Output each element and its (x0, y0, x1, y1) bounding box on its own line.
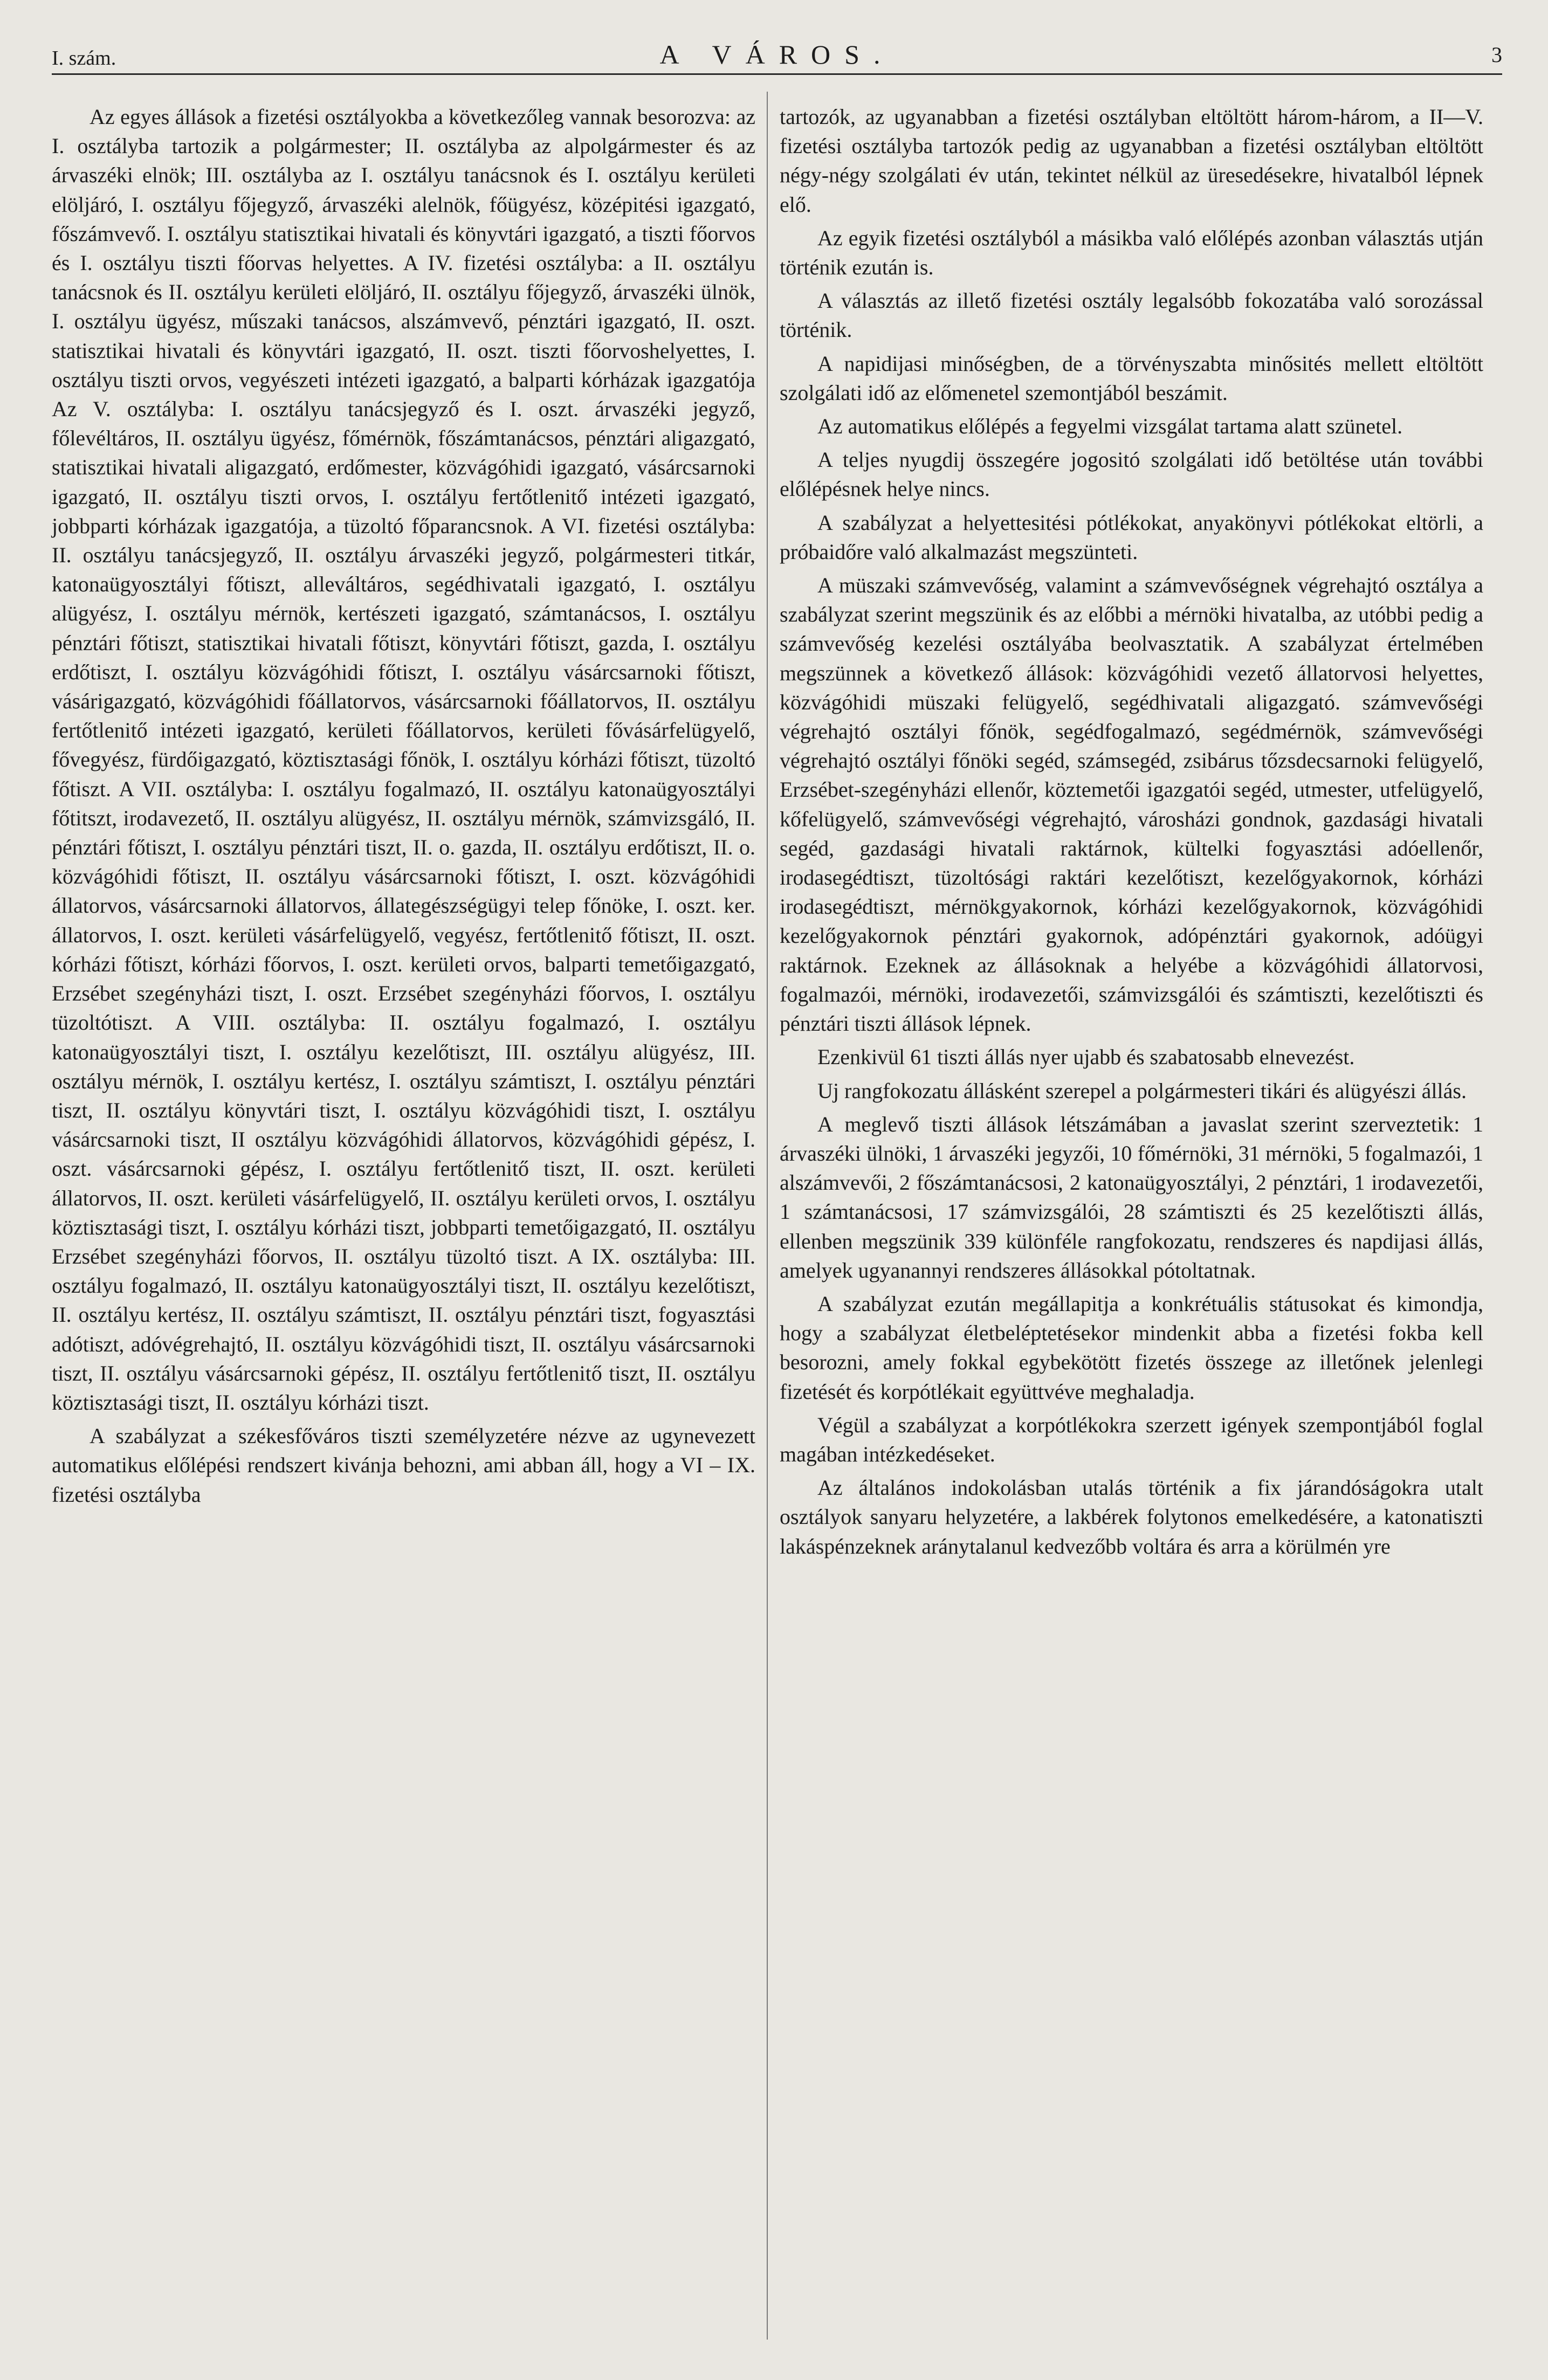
paragraph: A szabályzat a helyettesitési pótlékokat, anyakönyvi pótlékokat eltörli, a próbaidőre való alkalmazást megszünteti. (780, 510, 1483, 564)
paragraph: A meglevő tiszti állások létszámában a javaslat szerint szerveztetik: 1 árvaszéki ülnöki, 1 árvaszéki jegyzői, 10 főmérnöki, 31 mérnöki, 5 fogalmazói, 1 alszámvevői, 2 főszámtanácsosi, 2 katonaügyosztályi, 2 pénztári, 1 irodavezetői, 1 számtanácsosi, 17 számvizsgálói, 28 számtiszti és 25 kezelőtiszti állás, ellenben megszünik 339 különféle rangfokozatu, rendszeres és napdijasi állás, amelyek ugyanannyi rendszeres állásokkal pótoltatnak. (780, 1112, 1483, 1282)
paragraph: A választás az illető fizetési osztály legalsóbb fokozatába való sorozással történik. (780, 288, 1483, 342)
page-number: 3 (1491, 43, 1502, 67)
right-column (780, 102, 1483, 1565)
paragraph: Ezenkivül 61 tiszti állás nyer ujabb és szabatosabb elnevezést. (817, 1045, 1355, 1070)
left-column (52, 102, 755, 1514)
newspaper-title: A VÁROS. (659, 39, 895, 70)
paragraph: Az általános indokolásban utalás történik a fix járandóságokra utalt osztályok sanyaru helyzetére, a lakbérek folytonos emelkedésére, a katonatiszti lakáspénzeknek aránytalanul kedvezőbb voltára és arra a körülmén yre (780, 1475, 1483, 1558)
paragraph: A napidijasi minőségben, de a törvényszabta minősités mellett eltöltött szolgálati idő az előmenetel szemontjából beszámit. (780, 351, 1483, 405)
paragraph: Az egyes állások a fizetési osztályokba a következőleg vannak besorozva: az I. osztályba tartozik a polgármester; II. osztályba az alpolgármester és az árvaszéki elnök; III. osztályba az I. osztályu tanácsnok és I. osztályu kerületi elöljáró, I. osztályu főjegyző, árvaszéki alelnök, főügyész, középitési igazgató, főszámvevő. I. osztályu statisztikai hivatali és könyvtári igazgató, a tiszti főorvos és I. osztályu tiszti főorvas helyettes. A IV. fizetési osztályba: a II. osztályu tanácsnok és II. osztályu kerületi elöljáró, II. osztályu főjegyző, árvaszéki ülnök, I. osztályu ügyész, műszaki tanácsos, alszámvevő, pénztári igazgató, II. oszt. statisztikai hivatali és könyvtári igazgató, II. oszt. tiszti főorvoshelyettes, I. osztályu tiszti orvos, vegyészeti intézeti igazgató, a balparti kórházak igazgatója Az V. osztályba: I. osztályu tanácsjegyző és I. oszt. árvaszéki jegyző, főlevéltáros, II. osztályu ügyész, főmérnök, főszámtanácsos, pénztári aligazgató, statisztikai hivatali aligazgató, erdőmester, közvágóhidi igazgató, vásárcsarnoki igazgató, II. osztályu tiszti orvos, I. osztályu fertőtlenitő intézeti igazgató, jobbparti kórházak igazgatója, a tüzoltó főparancsnok. A VI. fizetési osztályba: II. osztályu tanácsjegyző, II. osztályu árvaszéki jegyző, polgármesteri titkár, katonaügyosztályi főtiszt, alleváltáros, segédhivatali igazgató, I. osztályu alügyész, I. osztályu mérnök, kertészeti igazgató, számtanácsos, I. osztályu pénztári főtiszt, statisztikai hivatali főtiszt, könyvtári főtiszt, gazda, I. osztályu erdőtiszt, I. osztályu közvágóhidi főtiszt, I. osztályu vásárcsarnoki főtiszt, vásárigazgató, közvágóhidi főállatorvos, vásárcsarnoki főállatorvos, II. osztályu fertőtlenitő intézeti igazgató, kerületi főállatorvos, kerületi fővásárfelügyelő, fővegyész, fürdőigazgató, köztisztasági főnök, I. osztályu kórházi főtiszt, tüzoltó főtiszt. A VII. osztályba: I. osztályu fogalmazó, II. osztályu katonaügyosztályi főtitszt, irodavezető, II. osztályu alügyész, II. osztályu mérnök, számvizsgáló, II. pénztári főtiszt, I. osztályu pénztári tiszt, II. o. gazda, II. osztályu erdőtiszt, II. o. közvágóhidi főtiszt, II. osztályu vásárcsarnoki főtiszt, I. oszt. közvágóhidi állatorvos, vásárcsarnoki állatorvos, állategészségügyi telep főnöke, I. oszt. ker. állatorvos, I. oszt. kerületi vásárfelügyelő, vegyész, fertőtlenitő főtiszt, II. oszt. kórházi főtiszt, kórházi főorvos, I. oszt. kerületi orvos, balparti temetőigazgató, Erzsébet szegényházi tiszt, I. oszt. Erzsébet szegényházi főorvos, I. osztályu tüzoltótiszt. A VIII. osztályba: II. osztályu fogalmazó, I. osztályu katonaügyosztályi tiszt, I. osztályu kezelőtiszt, III. osztályu alügyész, III. osztályu mérnök, I. osztályu kertész, I. osztályu számtiszt, I. osztályu pénztári tiszt, II. osztályu könyvtári tiszt, I. osztályu közvágóhidi tiszt, I. osztályu vásárcsarnoki tiszt, II osztályu közvágóhidi állatorvos, közvágóhidi gépész, I. oszt. vásárcsarnoki gépész, I. osztályu fertőtlenitő tiszt, II. oszt. kerületi állatorvos, II. oszt. kerületi vásárfelügyelő, II. osztályu kerületi orvos, I. osztályu köztisztasági tiszt, I. osztályu kórházi tiszt, jobbparti temetőigazgató, II. osztályu Erzsébet szegényházi főorvos, II. osztályu tüzoltó tiszt. A IX. osztályba: III. osztályu fogalmazó, II. osztályu katonaügyosztályi tiszt, II. osztályu kezelőtiszt, II. osztályu kertész, II. osztályu számtiszt, II. osztályu pénztári tiszt, fogyasztási adótiszt, adóvégrehajtó, II. osztályu közvágóhidi tiszt, II. osztályu vásárcsarnoki tiszt, II. osztályu vásárcsarnoki gépész, II. osztályu fertőtlenitő tiszt, II. osztályu köztisztasági tiszt, II. osztályu kórházi tiszt. (52, 105, 755, 1415)
page-header (52, 33, 1502, 75)
paragraph: A szabályzat ezután megállapitja a konkrétuális státusokat és kimondja, hogy a szabályzat életbeléptetésekor mindenkit abba a fizetési fokba kell besorozni, amely fokkal egybekötött fizetés összege az illetőnek jelenlegi fizetését és korpótlékait együttvéve meghaladja. (780, 1291, 1483, 1404)
paragraph: A müszaki számvevőség, valamint a számvevőségnek végrehajtó osztálya a szabályzat szerint megszünik és az előbbi a mérnöki hivatalba, az utóbbi pedig a számvevőség kezelési osztályába beolvasztatik. A szabályzat értelmében megszünnek a következő állások: közvágóhidi vezető állatorvosi helyettes, közvágóhidi müszaki felügyelő, segédhivatali aligazgató. számvevőségi végrehajtó osztályi főnök, segédfogalmazó, segédmérnök, számvevőségi végrehajtó osztályi főnöki segéd, számsegéd, zsibárus tőzsdecsarnoki felügyelő, Erzsébet-szegényházi ellenőr, köztemetői igazgatói segéd, utmester, utfelügyelő, kőfelügyelő, számvevőségi végrehajtó, városházi gondnok, gazdasági hivatali segéd, gazdasági hivatali raktárnok, kültelki fogyasztási adóellenőr, irodasegédtiszt, tüzoltósági raktári kezelőtiszt, kezelőgyakornok, kórházi irodasegédtiszt, mérnökgyakornok, kórházi kezelőgyakornok, közvágóhidi kezelőgyakornok pénztári gyakornok, adópénztári gyakornok, adóügyi raktárnok. Ezeknek az állásoknak a helyébe a közvágóhidi állatorvosi, fogalmazói, mérnöki, irodavezetői, számvizsgálói és számtiszti, kezelőtiszti és pénztári tiszti állások lépnek. (780, 573, 1483, 1036)
paragraph: Uj rangfokozatu állásként szerepel a polgármesteri tikári és alügyészi állás. (817, 1078, 1467, 1103)
paragraph: Az automatikus előlépés a fegyelmi vizsgálat tartama alatt szünetel. (817, 414, 1403, 439)
column-divider (767, 92, 768, 2340)
issue-label: I. szám. (52, 47, 116, 70)
paragraph: Végül a szabályzat a korpótlékokra szerzett igények szempontjából foglal magában intézkedéseket. (780, 1412, 1483, 1466)
paragraph: tartozók, az ugyanabban a fizetési osztályban eltöltött három-három, a II—V. fizetési osztályba tartozók pedig az ugyanabban a fizetési osztályban eltöltött négy-négy szolgálati év után, tekintet nélkül az üresedésekre, hivatalból lépnek elő. (780, 105, 1483, 217)
paragraph: A szabályzat a székesfőváros tiszti személyzetére nézve az ugynevezett automatikus előlépési rendszert kivánja behozni, ami abban áll, hogy a VI – IX. fizetési osztályba (52, 1424, 755, 1507)
paragraph: A teljes nyugdij összegére jogositó szolgálati idő betöltése után további előlépésnek helye nincs. (780, 447, 1483, 501)
paragraph: Az egyik fizetési osztályból a másikba való előlépés azonban választás utján történik ezután is. (780, 225, 1483, 280)
